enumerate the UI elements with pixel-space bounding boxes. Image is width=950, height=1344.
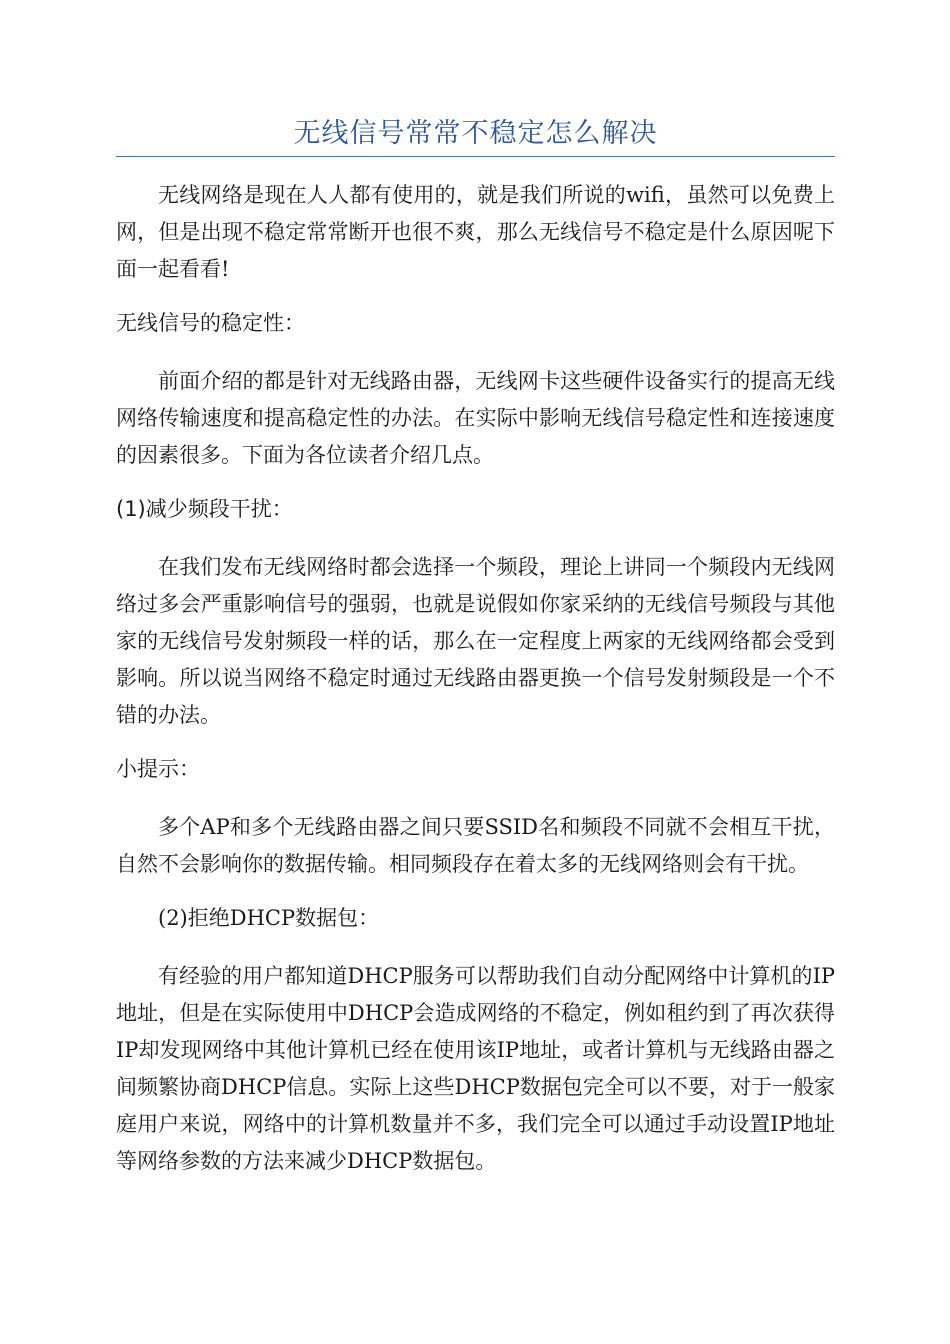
section-heading-reject-dhcp: (2)拒绝DHCP数据包： <box>158 906 380 930</box>
paragraph-overview: 前面介绍的都是针对无线路由器，无线网卡这些硬件设备实行的提高无线网络传输速度和提高稳定性的办法。在实际中影响无线信号稳定性和连接速度的因素很多。下面为各位读者介绍几点。 <box>116 369 835 467</box>
paragraph-tip: 多个AP和多个无线路由器之间只要SSID名和频段不同就不会相互干扰，自然不会影响你的数据传输。相同频段存在着太多的无线网络则会有干扰。 <box>116 815 835 876</box>
title-underline <box>116 156 835 157</box>
document-page <box>116 112 835 1197</box>
intro-paragraph: 无线网络是现在人人都有使用的，就是我们所说的wifi，虽然可以免费上网，但是出现不稳定常常断开也很不爽，那么无线信号不稳定是什么原因呢下面一起看看! <box>116 183 835 281</box>
paragraph-dhcp: 有经验的用户都知道DHCP服务可以帮助我们自动分配网络中计算机的IP地址，但是在实际使用中DHCP会造成网络的不稳定，例如租约到了再次获得IP却发现网络中其他计算机已经在使用该IP地址，或者计算机与无线路由器之间频繁协商DHCP信息。实际上这些DHCP数据包完全可以不要，对于一般家庭用户来说，网络中的计算机数量并不多，我们完全可以通过手动设置IP地址等网络参数的方法来减少DHCP数据包。 <box>116 964 835 1173</box>
paragraph-frequency-band: 在我们发布无线网络时都会选择一个频段，理论上讲同一个频段内无线网络过多会严重影响信号的强弱，也就是说假如你家采纳的无线信号频段与其他家的无线信号发射频段一样的话，那么在一定程度上两家的无线网络都会受到影响。所以说当网络不稳定时通过无线路由器更换一个信号发射频段是一个不错的办法。 <box>116 555 835 727</box>
tip-heading: 小提示： <box>116 757 200 781</box>
document-title: 无线信号常常不稳定怎么解决 <box>293 118 658 149</box>
section-heading-stability: 无线信号的稳定性： <box>116 311 305 335</box>
section-heading-reduce-interference: (1)减少频段干扰： <box>116 497 293 521</box>
